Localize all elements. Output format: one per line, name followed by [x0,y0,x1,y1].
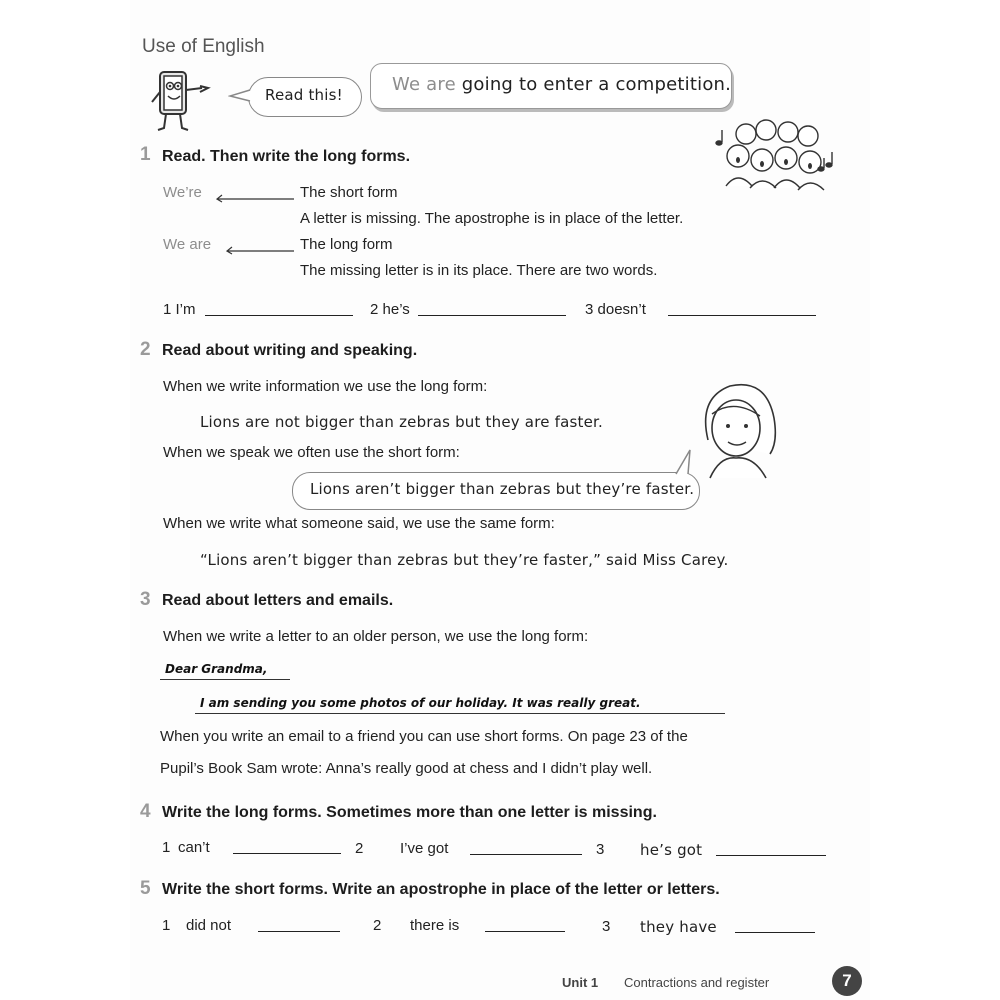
answer-line[interactable] [258,931,340,932]
ex2-example-long: Lions are not bigger than zebras but they are faster. [200,413,603,431]
page-number: 7 [832,966,862,996]
long-form-description: The missing letter is in its place. There are two words. [300,262,658,279]
answer-line[interactable] [716,855,826,856]
short-form-example: We’re [163,184,202,201]
example-sentence [392,74,731,95]
exercise-3-number: 3 [140,589,151,610]
footer-unit: Unit 1 [562,975,599,990]
letter-underline [160,679,290,680]
speech-bubble-tail [670,446,700,476]
arrow-left-icon [224,241,296,255]
ex4-item-3-number: 3 [596,841,605,858]
ex4-item-2-word: I’ve got [400,840,449,857]
answer-line[interactable] [470,854,582,855]
exercise-2-number: 2 [140,339,151,360]
exercise-3-title: Read about letters and emails. [162,592,394,609]
bubble-tail [228,88,252,104]
footer-topic: Contractions and register [624,975,770,990]
answer-line[interactable] [233,853,341,854]
speech-bubble-text: Lions aren’t bigger than zebras but they’re faster. [310,480,695,498]
example-prefix: We are [392,74,456,95]
exercise-5-title: Write the short forms. Write an apostrophe in place of the letter or letters. [162,881,720,898]
exercise-1-number: 1 [140,144,151,165]
long-form-label: The long form [300,236,393,253]
short-form-description: A letter is missing. The apostrophe is in place of the letter. [300,210,684,227]
section-title: Use of English [142,36,265,57]
teacher-illustration [690,378,786,484]
ex5-item-2-number: 2 [373,917,382,934]
ex5-item-3-word: they have [640,918,717,936]
ex3-line-1: When we write a letter to an older person, we use the long form: [163,628,589,645]
ex2-line-3: When we write what someone said, we use the same form: [163,515,555,532]
ex4-item-1-word: can’t [178,839,210,856]
book-mascot-illustration [150,66,222,138]
arrow-left-icon [214,189,296,203]
singing-children-illustration [712,112,838,192]
ex4-item-1-number: 1 [162,839,171,856]
ex3-line-3: Pupil’s Book Sam wrote: Anna’s really good at chess and I didn’t play well. [160,760,653,777]
ex2-line-1: When we write information we use the long form: [163,378,488,395]
letter-greeting: Dear Grandma, [165,662,268,676]
ex4-item-2-number: 2 [355,840,364,857]
ex2-line-2: When we speak we often use the short form: [163,444,460,461]
letter-underline [195,713,725,714]
short-form-label: The short form [300,184,398,201]
exercise-4-number: 4 [140,801,151,822]
exercise-2-title: Read about writing and speaking. [162,342,418,359]
ex1-item-2: 2 he’s [370,301,410,318]
ex5-item-3-number: 3 [602,918,611,935]
letter-body: I am sending you some photos of our holiday. It was really great. [200,696,641,710]
answer-line[interactable] [735,932,815,933]
ex5-item-1-number: 1 [162,917,171,934]
exercise-1-title: Read. Then write the long forms. [162,148,411,165]
ex2-quote: “Lions aren’t bigger than zebras but they’re faster,” said Miss Carey. [200,551,729,569]
answer-line[interactable] [485,931,565,932]
ex3-line-2: When you write an email to a friend you can use short forms. On page 23 of the [160,728,688,745]
exercise-4-title: Write the long forms. Sometimes more than one letter is missing. [162,804,657,821]
answer-line[interactable] [418,315,566,316]
answer-line[interactable] [668,315,816,316]
ex1-item-3: 3 doesn’t [585,301,646,318]
read-this-label: Read this! [265,86,343,104]
ex5-item-2-word: there is [410,917,460,934]
ex1-item-1: 1 I’m [163,301,196,318]
ex5-item-1-word: did not [186,917,232,934]
long-form-example: We are [163,236,212,253]
answer-line[interactable] [205,315,353,316]
example-rest: going to enter a competition. [461,74,732,95]
ex4-item-3-word: he’s got [640,841,703,859]
exercise-5-number: 5 [140,878,151,899]
